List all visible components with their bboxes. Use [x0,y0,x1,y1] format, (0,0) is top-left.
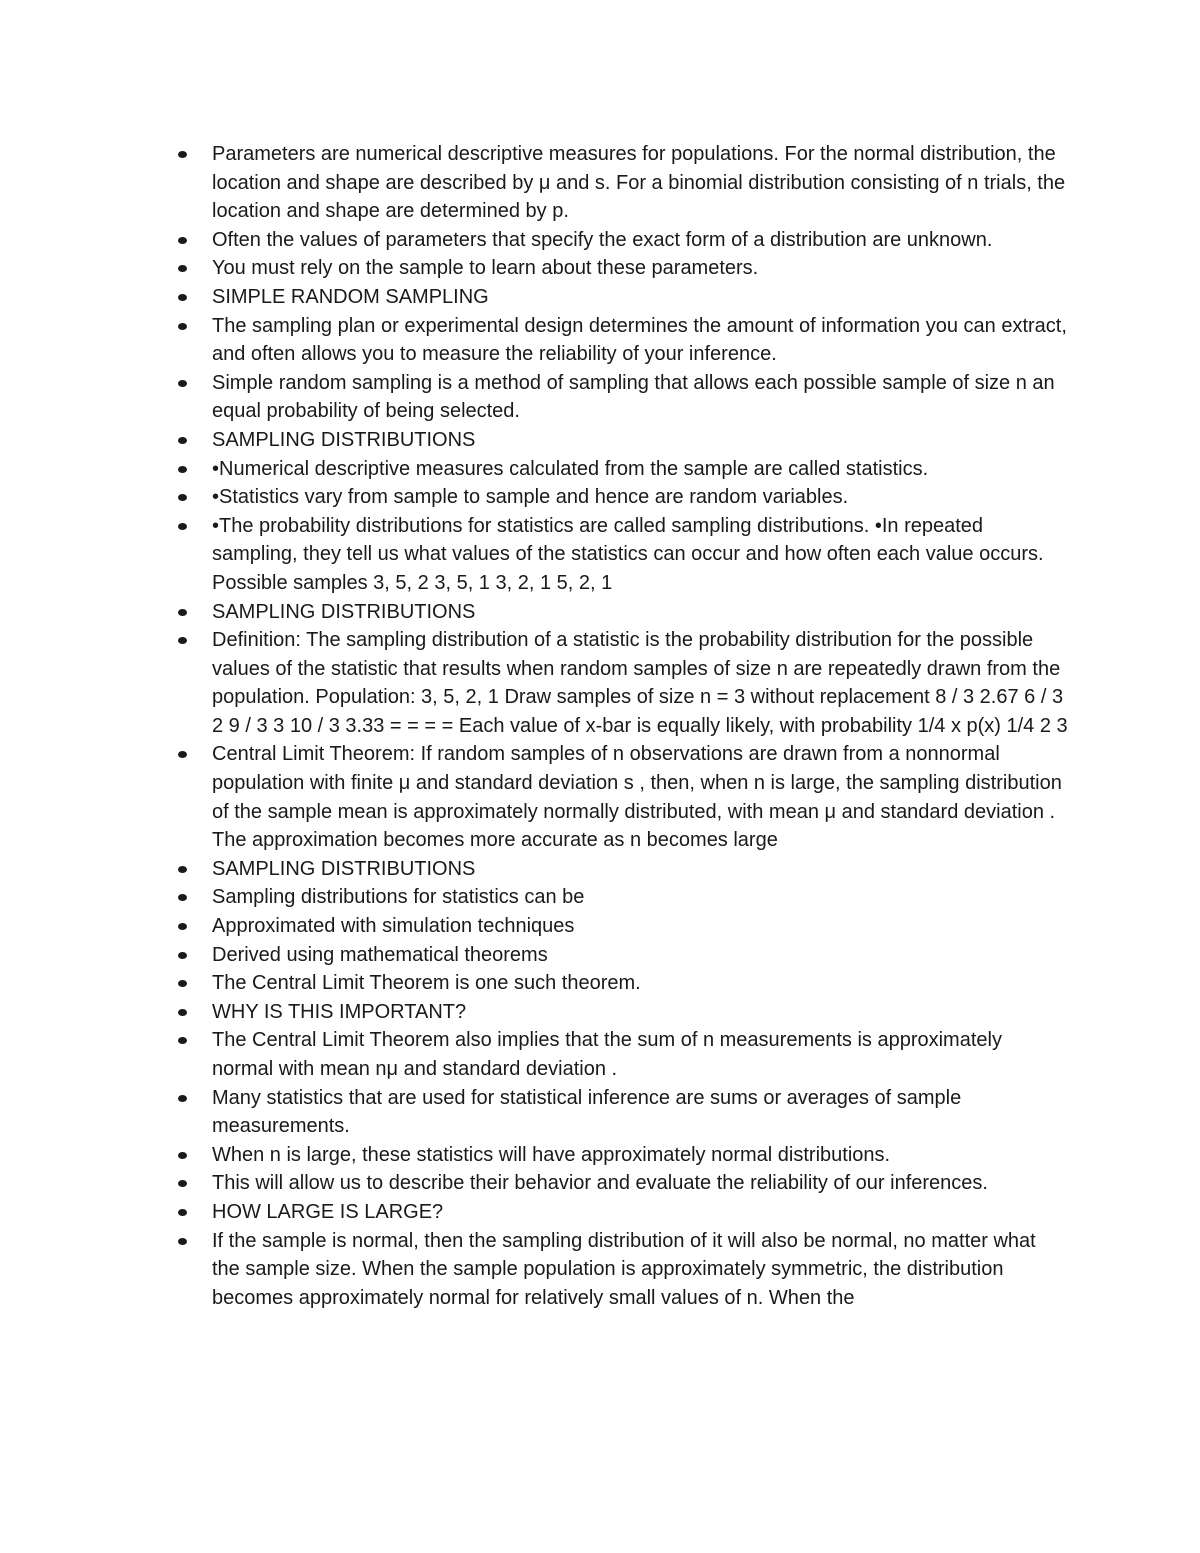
bullet-icon [178,1095,187,1102]
bullet-icon [178,923,187,930]
list-item: SIMPLE RANDOM SAMPLING [178,283,1068,312]
list-item: Many statistics that are used for statistical inference are sums or averages of sample measurements. [178,1084,1068,1141]
bullet-icon [178,1152,187,1159]
bullet-icon [178,523,187,530]
bullet-icon [178,1209,187,1216]
list-item: If the sample is normal, then the sampling distribution of it will also be normal, no matter what the sample size. When the sample population is approximately symmetric, the distribution becomes approximately normal for relatively small values of n. When the [178,1227,1068,1313]
list-item: The sampling plan or experimental design determines the amount of information you can extract, and often allows you to measure the reliability of your inference. [178,312,1068,369]
list-item: SAMPLING DISTRIBUTIONS [178,598,1068,627]
bullet-icon [178,637,187,644]
list-item: When n is large, these statistics will have approximately normal distributions. [178,1141,1068,1170]
list-item: Definition: The sampling distribution of a statistic is the probability distribution for the possible values of the statistic that results when random samples of size n are repeatedly drawn from the population. Population: 3, 5, 2, 1 Draw samples of size n = 3 without replacement 8 / 3 2.67 6 / 3 2 9 / 3 3 10 / 3 3.33 = = = = Each value of x-bar is equally likely, with probability 1/4 x p(x) 1/4 2 3 [178,626,1068,740]
bullet-icon [178,952,187,959]
bullet-icon [178,1238,187,1245]
bullet-icon [178,866,187,873]
list-item: •Numerical descriptive measures calculated from the sample are called statistics. [178,455,1068,484]
bullet-icon [178,1180,187,1187]
bullet-icon [178,494,187,501]
list-item: Parameters are numerical descriptive measures for populations. For the normal distribution, the location and shape are described by μ and s. For a binomial distribution consisting of n trials, the location and shape are determined by p. [178,140,1068,226]
bullet-icon [178,751,187,758]
bullet-icon [178,323,187,330]
list-item: •Statistics vary from sample to sample and hence are random variables. [178,483,1068,512]
bullet-icon [178,894,187,901]
bullet-icon [178,1037,187,1044]
list-item: The Central Limit Theorem also implies that the sum of n measurements is approximately normal with mean nμ and standard deviation . [178,1026,1068,1083]
bullet-icon [178,609,187,616]
bullet-icon [178,980,187,987]
list-item: Sampling distributions for statistics can be [178,883,1068,912]
list-item: WHY IS THIS IMPORTANT? [178,998,1068,1027]
bullet-icon [178,237,187,244]
list-item: SAMPLING DISTRIBUTIONS [178,855,1068,884]
list-item: Often the values of parameters that specify the exact form of a distribution are unknown. [178,226,1068,255]
bullet-icon [178,265,187,272]
bullet-icon [178,437,187,444]
list-item: Simple random sampling is a method of sampling that allows each possible sample of size n an equal probability of being selected. [178,369,1068,426]
bullet-list [178,140,1068,1312]
bullet-icon [178,1009,187,1016]
bullet-icon [178,294,187,301]
list-item: SAMPLING DISTRIBUTIONS [178,426,1068,455]
list-item: Approximated with simulation techniques [178,912,1068,941]
list-item: HOW LARGE IS LARGE? [178,1198,1068,1227]
list-item: The Central Limit Theorem is one such theorem. [178,969,1068,998]
bullet-icon [178,151,187,158]
bullet-icon [178,466,187,473]
list-item: You must rely on the sample to learn about these parameters. [178,254,1068,283]
list-item: This will allow us to describe their behavior and evaluate the reliability of our inferences. [178,1169,1068,1198]
list-item: Derived using mathematical theorems [178,941,1068,970]
bullet-icon [178,380,187,387]
list-item: •The probability distributions for statistics are called sampling distributions. •In repeated sampling, they tell us what values of the statistics can occur and how often each value occurs. Possible samples 3, 5, 2 3, 5, 1 3, 2, 1 5, 2, 1 [178,512,1068,598]
list-item: Central Limit Theorem: If random samples of n observations are drawn from a nonnormal population with finite μ and standard deviation s , then, when n is large, the sampling distribution of the sample mean is approximately normally distributed, with mean μ and standard deviation . The approximation becomes more accurate as n becomes large [178,740,1068,854]
